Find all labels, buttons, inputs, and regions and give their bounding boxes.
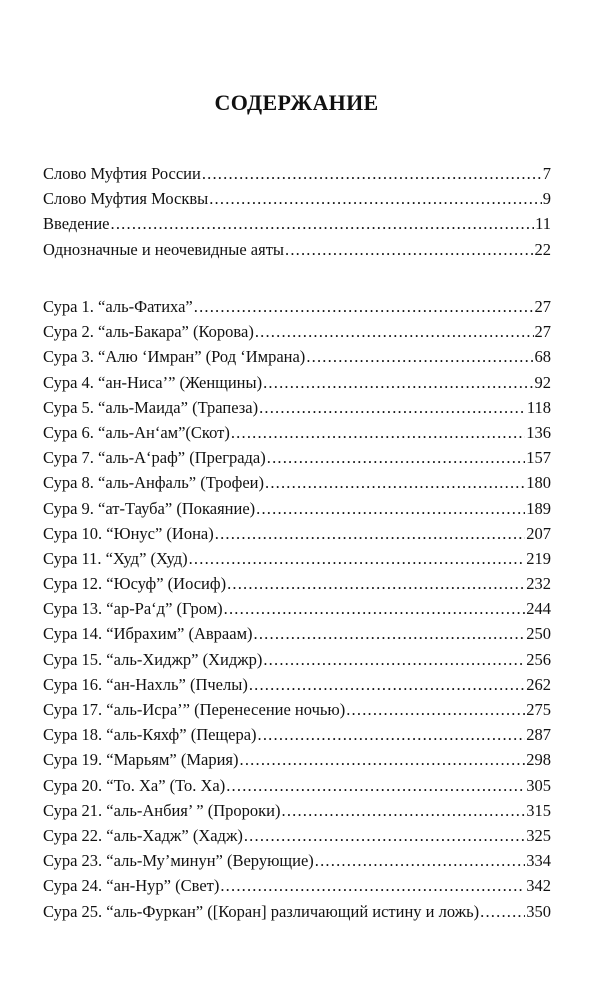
- toc-entry-page-number: 275: [526, 700, 551, 719]
- toc-entry: [43, 899, 551, 924]
- toc-entry-label: Сура 13. “ар-Ра‘д” (Гром): [43, 599, 223, 619]
- toc-entry-page-number: 342: [526, 876, 551, 896]
- toc-entry-page-number: 334: [526, 851, 551, 871]
- toc-entry: [43, 370, 551, 395]
- toc-entry-label: Сура 5. “аль-Маида” (Трапеза): [43, 397, 259, 417]
- toc-entry: [43, 237, 551, 262]
- dot-leader: [255, 319, 534, 344]
- toc-entry-label: Сура 21. “аль-Анбия’ ” (Пророки): [43, 800, 281, 820]
- toc-entry: [43, 420, 551, 445]
- dot-leader: [259, 395, 526, 420]
- toc-entry-label: Сура 24. “ан-Нур” (Свет): [43, 876, 220, 896]
- toc-entry: [43, 621, 551, 646]
- toc-suras: [43, 294, 551, 924]
- toc-entry-page-number: 262: [526, 674, 551, 694]
- dot-leader: [240, 747, 526, 772]
- toc-entry: [43, 798, 551, 823]
- dot-leader: [306, 344, 533, 369]
- toc-entry: [43, 445, 551, 470]
- toc-entry-page-number: 27: [534, 322, 551, 342]
- dot-leader: [258, 722, 526, 747]
- toc-entry-page-number: 118: [526, 397, 551, 417]
- toc-entry-label: Сура 12. “Юсуф” (Иосиф): [43, 574, 227, 594]
- toc-entry-label: Сура 1. “аль-Фатиха”: [43, 297, 193, 316]
- toc-entry: [43, 161, 551, 186]
- toc-entry-page-number: 207: [526, 523, 551, 543]
- toc-entry: [43, 186, 551, 211]
- toc-entry-page-number: 250: [526, 624, 551, 644]
- toc-entry: [43, 873, 551, 898]
- dot-leader: [111, 211, 535, 236]
- dot-leader: [202, 161, 542, 186]
- toc-entry-label: Слово Муфтия Москвы: [43, 189, 209, 209]
- toc-entry-page-number: 315: [526, 800, 551, 820]
- toc-entry-label: Сура 4. “ан-Ниса’” (Женщины): [43, 372, 263, 392]
- dot-leader: [265, 470, 525, 495]
- dot-leader: [282, 798, 526, 823]
- toc-entry-label: Сура 3. “Алю ‘Имран” (Род ‘Имрана): [43, 347, 306, 367]
- dot-leader: [263, 647, 525, 672]
- toc-entry-page-number: 244: [526, 599, 551, 619]
- dot-leader: [220, 873, 525, 898]
- toc-entry: [43, 319, 551, 344]
- toc-entry: [43, 470, 551, 495]
- toc-entry-label: Сура 7. “аль-А‘раф” (Преграда): [43, 448, 266, 468]
- dot-leader: [227, 571, 525, 596]
- toc-entry-page-number: 298: [526, 750, 551, 770]
- toc-entry-label: Сура 6. “аль-Ан‘ам”(Скот): [43, 422, 230, 442]
- toc-entry: [43, 848, 551, 873]
- dot-leader: [315, 848, 525, 873]
- toc-entry-label: Сура 23. “аль-Му’минун” (Верующие): [43, 851, 314, 871]
- toc-entry-label: Сура 17. “аль-Исра’” (Перенесение ночью): [43, 700, 346, 719]
- dot-leader: [226, 773, 525, 798]
- toc-entry-page-number: 157: [526, 448, 551, 468]
- toc-entry-page-number: 189: [526, 498, 551, 518]
- toc-entry-page-number: 136: [526, 422, 551, 442]
- toc-entry-page-number: 305: [526, 775, 551, 795]
- dot-leader: [249, 672, 525, 697]
- toc-entry-label: Сура 8. “аль-Анфаль” (Трофеи): [43, 473, 264, 493]
- toc-entry-page-number: 287: [526, 725, 551, 745]
- toc-entry-label: Сура 19. “Марьям” (Мария): [43, 750, 239, 770]
- dot-leader: [267, 445, 526, 470]
- toc-entry-label: Сура 2. “аль-Бакара” (Корова): [43, 322, 254, 342]
- dot-leader: [215, 521, 526, 546]
- toc-entry-label: Однозначные и неочевидные аяты: [43, 239, 284, 259]
- toc-entry: [43, 672, 551, 697]
- toc-entry-page-number: 11: [535, 214, 551, 234]
- toc-entry-label: Сура 10. “Юнус” (Иона): [43, 523, 214, 543]
- toc-entry-label: Введение: [43, 214, 110, 234]
- dot-leader: [263, 370, 533, 395]
- toc-entry-page-number: 9: [542, 189, 551, 209]
- toc-entry-page-number: 180: [526, 473, 551, 493]
- toc-entry: [43, 496, 551, 521]
- toc-entry: [43, 211, 551, 236]
- dot-leader: [194, 294, 534, 319]
- dot-leader: [256, 496, 525, 521]
- toc-entry: [43, 344, 551, 369]
- toc-entry-page-number: 350: [526, 901, 551, 921]
- toc-entry: [43, 722, 551, 747]
- toc-front-matter: [43, 161, 551, 262]
- toc-entry-label: Сура 15. “аль-Хиджр” (Хиджр): [43, 649, 263, 669]
- toc-entry: [43, 773, 551, 798]
- toc-entry-page-number: 27: [534, 297, 551, 316]
- toc-entry-label: Сура 14. “Ибрахим” (Авраам): [43, 624, 253, 644]
- toc-entry-page-number: 22: [534, 239, 551, 259]
- dot-leader: [480, 899, 525, 924]
- toc-entry-label: Сура 9. “ат-Тауба” (Покаяние): [43, 498, 256, 518]
- toc-entry-page-number: 219: [526, 548, 551, 568]
- toc-entry: [43, 546, 551, 571]
- toc-entry: [43, 596, 551, 621]
- page-title: СОДЕРЖАНИЕ: [214, 90, 379, 115]
- dot-leader: [285, 237, 534, 262]
- dot-leader: [346, 697, 525, 722]
- dot-leader: [254, 621, 526, 646]
- dot-leader: [209, 186, 542, 211]
- toc-entry: [43, 747, 551, 772]
- toc-entry-page-number: 232: [526, 574, 551, 594]
- toc-entry: [43, 294, 551, 319]
- dot-leader: [244, 823, 525, 848]
- toc-entry-label: Слово Муфтия России: [43, 164, 201, 183]
- toc-entry-label: Сура 11. “Худ” (Худ): [43, 548, 188, 568]
- dot-leader: [231, 420, 525, 445]
- toc-entry: [43, 697, 551, 722]
- toc-entry: [43, 647, 551, 672]
- toc-entry-label: Сура 25. “аль-Фуркан” ([Коран] различающий истину и ложь): [43, 901, 480, 921]
- toc-entry-page-number: 92: [534, 372, 551, 392]
- toc-entry-label: Сура 22. “аль-Хадж” (Хадж): [43, 825, 243, 845]
- toc-entry-page-number: 68: [534, 347, 551, 367]
- toc-entry-page-number: 325: [526, 825, 551, 845]
- toc-entry: [43, 395, 551, 420]
- toc-entry-page-number: 7: [542, 164, 551, 183]
- toc-entry-label: Сура 16. “ан-Нахль” (Пчелы): [43, 674, 248, 694]
- toc-entry-label: Сура 20. “То. Ха” (То. Ха): [43, 775, 226, 795]
- toc-entry: [43, 521, 551, 546]
- toc-entry-label: Сура 18. “аль-Кяхф” (Пещера): [43, 725, 257, 745]
- dot-leader: [224, 596, 526, 621]
- toc-entry-page-number: 256: [526, 649, 551, 669]
- dot-leader: [189, 546, 526, 571]
- toc-entry: [43, 571, 551, 596]
- toc-entry: [43, 823, 551, 848]
